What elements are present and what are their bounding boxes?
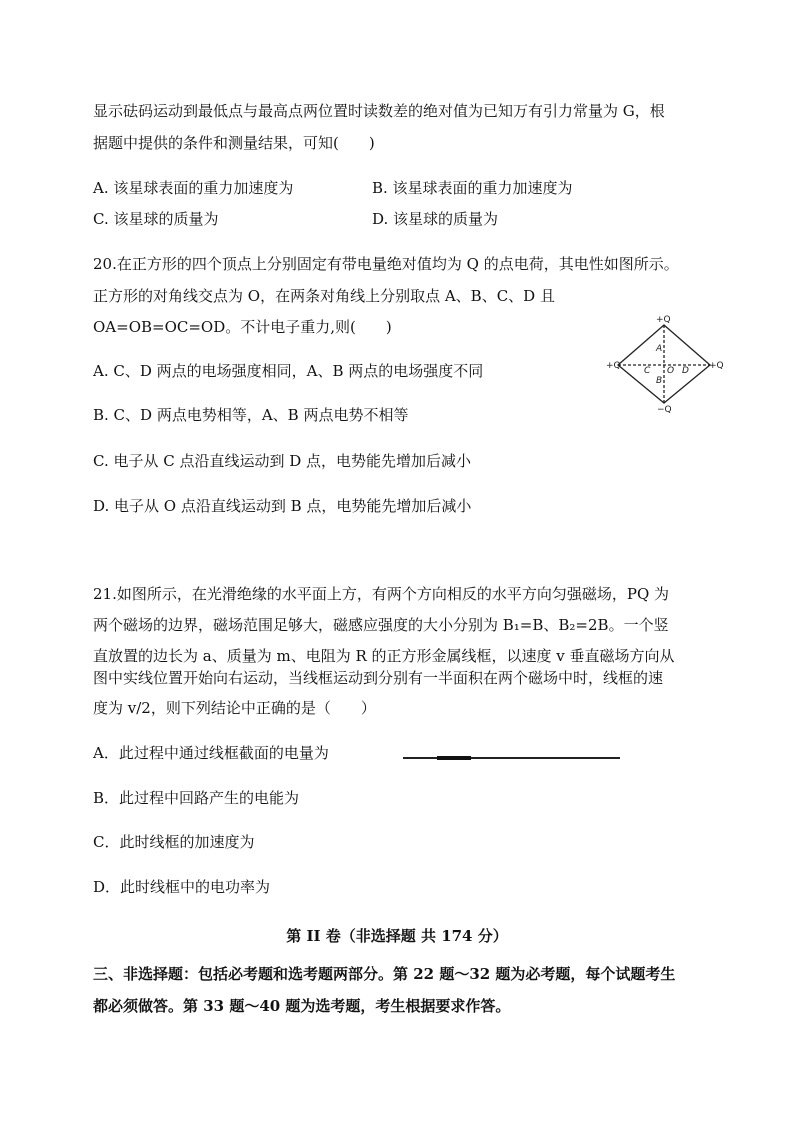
q21-line-3: 直放置的边长为 a、质量为 m、电阻为 R 的正方形金属线框，以速度 v 垂直磁场方向从	[93, 647, 675, 665]
q19-option-b: B. 该星球表面的重力加速度为	[372, 179, 573, 197]
q20-option-d: D. 电子从 O 点沿直线运动到 B 点，电势能先增加后减小	[93, 497, 472, 515]
section-intro-line-2: 都必须做答。第 33 题～40 题为选考题，考生根据要求作答。	[93, 997, 511, 1015]
q20-line-3: OA=OB=OC=OD。不计电子重力,则( )	[93, 318, 392, 336]
q21-option-d: D．此时线框中的电功率为	[93, 878, 271, 896]
point-o-label: O	[667, 366, 675, 376]
q21-option-c: C．此时线框的加速度为	[93, 833, 255, 851]
q21-option-b: B．此过程中回路产生的电能为	[93, 789, 300, 807]
q19-option-a: A. 该星球表面的重力加速度为	[93, 179, 294, 197]
charge-top-label: +Q	[656, 315, 671, 325]
q19-option-d: D. 该星球的质量为	[372, 210, 499, 228]
charge-square-diagram	[606, 313, 726, 413]
q20-option-a: A. C、D 两点的电场强度相同，A、B 两点的电场强度不同	[93, 362, 484, 380]
figure-divider-line	[403, 757, 620, 759]
q20-option-b: B. C、D 两点电势相等，A、B 两点电势不相等	[93, 406, 409, 424]
charge-right-label: +Q	[709, 361, 724, 371]
q20-option-c: C. 电子从 C 点沿直线运动到 D 点，电势能先增加后减小	[93, 452, 472, 470]
q19-option-c: C. 该星球的质量为	[93, 210, 219, 228]
point-a-label: A	[656, 344, 663, 354]
intro-line-2: 据题中提供的条件和测量结果，可知( )	[93, 134, 375, 152]
charge-bottom-label: −Q	[657, 405, 672, 413]
charge-left-label: +Q	[606, 361, 621, 371]
q21-line-5: 度为 v/2，则下列结论中正确的是（ ）	[93, 699, 376, 717]
point-b-label: B	[656, 376, 663, 386]
q21-line-4: 图中实线位置开始向右运动，当线框运动到分别有一半面积在两个磁场中时，线框的速	[93, 669, 664, 687]
point-c-label: C	[644, 366, 651, 376]
point-d-label: D	[682, 366, 689, 376]
q21-option-a: A．此过程中通过线框截面的电量为	[93, 744, 329, 762]
q21-line-2: 两个磁场的边界，磁场范围足够大，磁感应强度的大小分别为 B₁=B、B₂=2B。一个竖	[93, 616, 669, 634]
section-intro-line-1: 三、非选择题：包括必考题和选考题两部分。第 22 题～32 题为必考题，每个试题考生	[93, 965, 676, 983]
q21-line-1: 21.如图所示，在光滑绝缘的水平面上方，有两个方向相反的水平方向匀强磁场，PQ 为	[93, 585, 670, 603]
q20-line-1: 20.在正方形的四个顶点上分别固定有带电量绝对值均为 Q 的点电荷，其电性如图所示。	[93, 255, 679, 273]
intro-line-1: 显示砝码运动到最低点与最高点两位置时读数差的绝对值为已知万有引力常量为 G，根	[93, 102, 665, 120]
section-title: 第 II 卷（非选择题 共 174 分）	[286, 927, 508, 945]
q20-line-2: 正方形的对角线交点为 O，在两条对角线上分别取点 A、B、C、D 且	[93, 287, 555, 305]
